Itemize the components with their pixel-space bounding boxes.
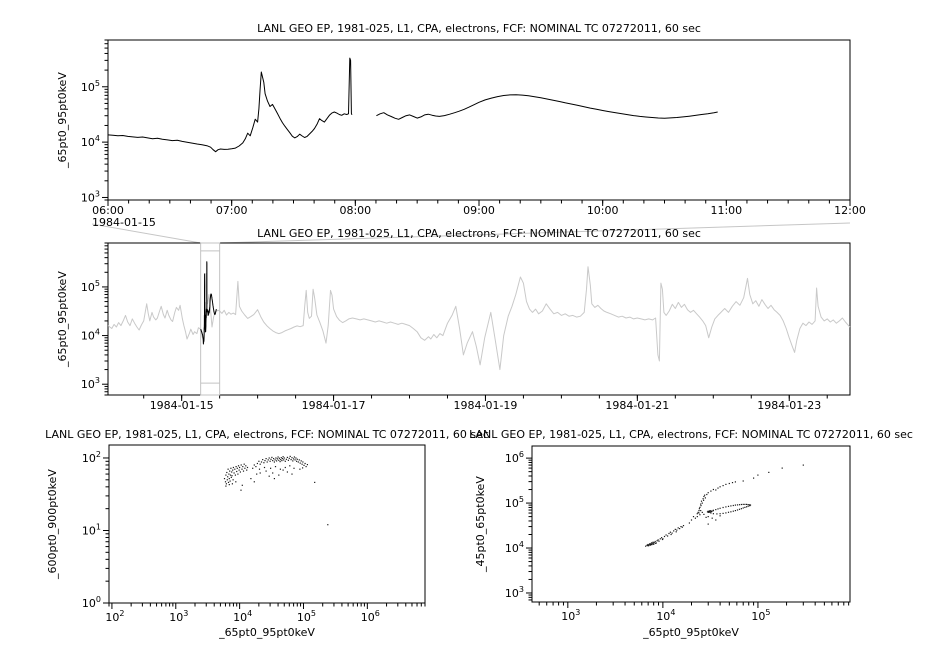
panel-overview-title: LANL GEO EP, 1981-025, L1, CPA, electrons, FCF: NOMINAL TC 07272011, 60 sec [257, 227, 701, 240]
br-plot-area[interactable] [532, 446, 850, 602]
panel-overview [81, 243, 850, 412]
tick-label: 1984-01-23 [757, 399, 822, 412]
bottom-left-x-axis-label: _65pt0_95pt0keV [219, 626, 315, 639]
tick-label: $10^2$ [105, 609, 125, 624]
tick-label: 11:00 [710, 204, 743, 217]
tick-label: $10^4$ [656, 608, 676, 623]
bl-plot-area[interactable] [109, 445, 425, 603]
tick-label: $10^1$ [81, 522, 101, 538]
bottom-right-y-axis-label: _45pt0_65pt0keV [474, 476, 487, 572]
tick-label: $10^4$ [233, 609, 253, 624]
tick-label: $10^3$ [80, 376, 100, 392]
tick-label: $10^5$ [80, 278, 100, 294]
tick-label: $10^3$ [80, 189, 100, 205]
tick-label: $10^4$ [80, 327, 100, 343]
panel-top [81, 40, 866, 217]
bottom-right-x-axis-label: _65pt0_95pt0keV [643, 626, 739, 639]
tick-label: $10^3$ [504, 584, 524, 600]
tick-label: 09:00 [463, 204, 495, 217]
tick-label: $10^3$ [561, 608, 581, 623]
tick-label: $10^5$ [296, 609, 317, 624]
top-plot-area[interactable] [108, 40, 850, 200]
tick-label: $10^3$ [169, 609, 189, 624]
tick-label: $10^4$ [504, 540, 524, 556]
panel-bottom-left-title: LANL GEO EP, 1981-025, L1, CPA, electrons, FCF: NOMINAL TC 07272011, 60 sec [45, 428, 489, 441]
tick-label: $10^6$ [504, 450, 524, 466]
context-zoom-box[interactable] [201, 243, 220, 395]
overview-y-axis-label: _65pt0_95pt0keV [56, 271, 69, 367]
tick-label: $10^5$ [80, 78, 100, 94]
tick-label: $10^6$ [360, 609, 380, 624]
tick-label: 1984-01-19 [453, 399, 518, 412]
tick-label: 10:00 [586, 204, 619, 217]
top-context-date: 1984-01-15 [92, 216, 156, 229]
tick-label: $10^5$ [751, 608, 771, 623]
bl-scatter-points [224, 456, 329, 526]
tick-label: 08:00 [339, 204, 372, 217]
panel-bottom-right [505, 446, 850, 623]
top-series-line [376, 95, 717, 120]
tick-label: $10^5$ [504, 495, 524, 511]
tick-label: 1984-01-17 [301, 399, 366, 412]
tick-label: $10^4$ [80, 134, 100, 150]
tick-label: 07:00 [215, 204, 248, 217]
tick-label: 1984-01-21 [605, 399, 670, 412]
panel-top-title: LANL GEO EP, 1981-025, L1, CPA, electrons, FCF: NOMINAL TC 07272011, 60 sec [257, 22, 701, 35]
tick-label: 1984-01-15 [149, 399, 214, 412]
br-scatter-points [645, 465, 804, 547]
bottom-left-y-axis-label: _600pt0_900pt0keV [46, 469, 59, 579]
top-series-line [108, 58, 352, 152]
tick-label: 12:00 [834, 204, 866, 217]
tick-label: $10^0$ [81, 595, 101, 610]
tick-label: 06:00 [92, 204, 124, 217]
panel-bottom-left [82, 445, 425, 624]
top-y-axis-label: _65pt0_95pt0keV [56, 72, 69, 168]
tick-label: $10^2$ [81, 449, 101, 465]
panel-bottom-right-title: LANL GEO EP, 1981-025, L1, CPA, electrons, FCF: NOMINAL TC 07272011, 60 sec [469, 428, 913, 441]
